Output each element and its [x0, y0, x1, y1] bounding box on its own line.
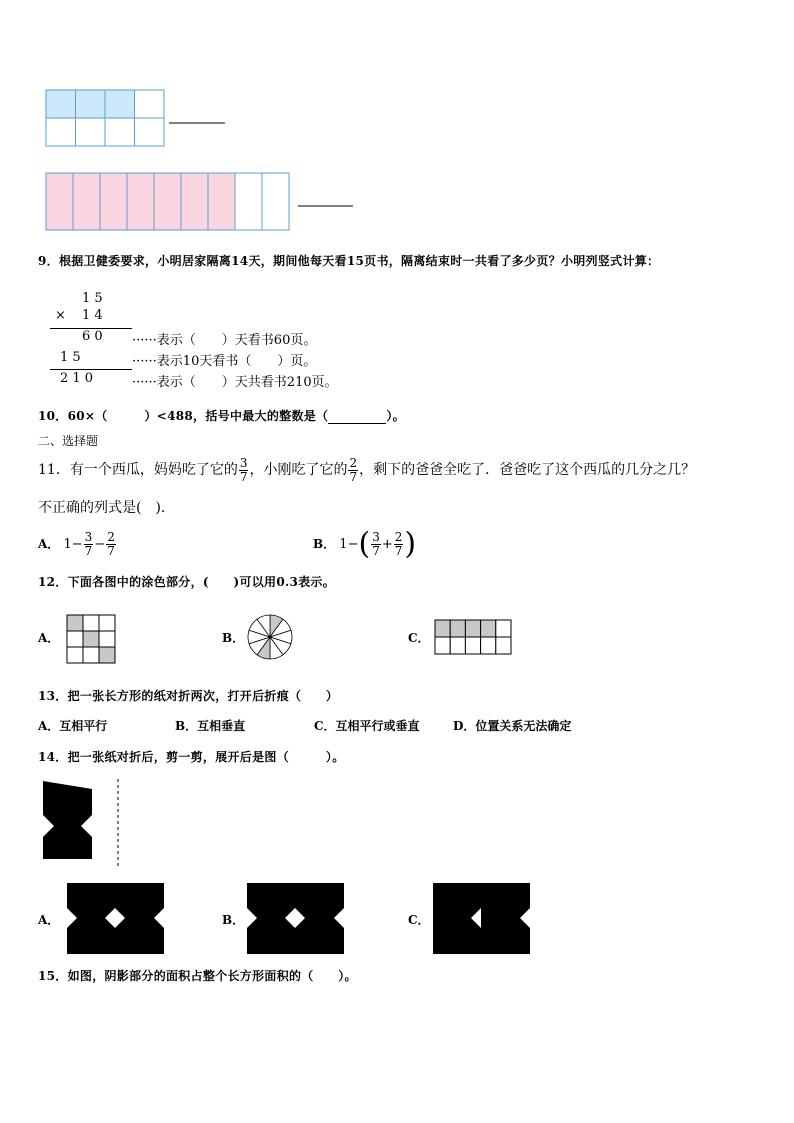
grid-cell [105, 118, 135, 146]
grid-cell [496, 637, 511, 654]
question-11: 11．有一个西瓜，妈妈吃了它的 $\frac{3}{7}$ ，小刚吃了它的 $\frac{2}{7}$ ，剩下的爸爸全吃了．爸爸吃了这个西瓜的几分之几？ [38, 455, 696, 484]
calc-row-4: 1 5 [60, 350, 81, 365]
grid-cell [181, 173, 208, 230]
question-10: 10．60×（ ）<488，括号中最大的整数是（ ）。 [38, 409, 405, 423]
q12-option-a-label[interactable]: A． [38, 631, 60, 645]
grid-cell [450, 620, 465, 637]
q12-option-a-grid[interactable] [66, 614, 118, 666]
q11-option-b[interactable]: B． 1−( $\frac{3}{7}$ + $\frac{2}{7}$ ) [313, 526, 417, 562]
q12-option-c-grid[interactable] [434, 619, 514, 659]
grid-cell [481, 620, 496, 637]
q12-option-c-label[interactable]: C． [408, 631, 430, 645]
calc-note-1: ······表示（ ）天看书60页。 [132, 333, 317, 348]
vertical-calculation [40, 288, 380, 388]
question-9: 9．根据卫健委要求，小明居家隔离14天，期间他每天看15页书，隔离结束时一共看了多少页？小明列竖式计算： [38, 254, 660, 268]
grid-cell [100, 173, 127, 230]
grid-cell [83, 615, 99, 631]
grid-cell [135, 118, 165, 146]
calc-row-2: 1 4 [82, 308, 103, 323]
grid-cell [105, 90, 135, 118]
grid-cell [435, 637, 450, 654]
grid-cell [481, 637, 496, 654]
grid-cell [83, 631, 99, 647]
answer-blank-q10 [328, 409, 386, 424]
section-heading: 二、选择题 [38, 434, 99, 448]
calc-row-1: 1 5 [82, 291, 103, 306]
grid-cell [46, 173, 73, 230]
question-13: 13．把一张长方形的纸对折两次，打开后折痕（ ） [38, 689, 339, 703]
grid-cell [99, 631, 115, 647]
grid-cell [262, 173, 289, 230]
q14-option-c-label[interactable]: C． [408, 913, 430, 927]
calc-note-2: ······表示10天看书（ ）页。 [132, 354, 317, 369]
grid-cell [127, 173, 154, 230]
fraction-grid-blue [45, 89, 230, 149]
grid-cell [46, 90, 76, 118]
grid-cell [235, 173, 262, 230]
q14-option-a-label[interactable]: A． [38, 913, 60, 927]
q14-option-b-label[interactable]: B． [222, 913, 245, 927]
grid-cell [465, 637, 480, 654]
grid-cell [465, 620, 480, 637]
grid-cell [154, 173, 181, 230]
question-15: 15．如图，阴影部分的面积占整个长方形面积的（ ）。 [38, 969, 357, 983]
q14-option-b-figure[interactable] [246, 882, 346, 956]
grid-cell [496, 620, 511, 637]
grid-cell [450, 637, 465, 654]
calc-row-5: 2 1 0 [60, 371, 94, 386]
q13-option-c[interactable]: C．互相平行或垂直 [314, 719, 420, 733]
q12-option-b-label[interactable]: B． [222, 631, 245, 645]
grid-cell [76, 90, 106, 118]
grid-cell [76, 118, 106, 146]
q14-option-a-figure[interactable] [66, 882, 166, 956]
grid-cell [99, 615, 115, 631]
grid-cell [83, 647, 99, 663]
q13-option-b[interactable]: B．互相垂直 [175, 719, 246, 733]
grid-cell [46, 118, 76, 146]
grid-cell [99, 647, 115, 663]
q12-option-b-circle[interactable] [246, 613, 294, 661]
calc-note-3: ······表示（ ）天共看书210页。 [132, 375, 338, 390]
calc-row-3: 6 0 [82, 329, 103, 344]
grid-cell [67, 631, 83, 647]
question-11-line2: 不正确的列式是( )． [38, 500, 175, 516]
grid-cell [435, 620, 450, 637]
calc-line-2 [50, 369, 132, 370]
grid-cell [67, 647, 83, 663]
grid-cell [135, 90, 165, 118]
folded-paper-figure [40, 777, 130, 872]
q13-option-a[interactable]: A．互相平行 [38, 719, 108, 733]
q13-option-d[interactable]: D．位置关系无法确定 [453, 719, 572, 733]
q14-option-c-figure[interactable] [432, 882, 532, 956]
times-sign: × [55, 308, 66, 323]
q11-option-a[interactable]: A． 1− $\frac{3}{7}$ − $\frac{2}{7}$ [38, 530, 115, 558]
fraction-grid-pink [45, 172, 360, 234]
grid-cell [73, 173, 100, 230]
question-14: 14．把一张纸对折后，剪一剪，展开后是图（ ）。 [38, 750, 345, 764]
grid-cell [208, 173, 235, 230]
question-12: 12．下面各图中的涂色部分，( )可以用0.3表示。 [38, 575, 336, 589]
grid-cell [67, 615, 83, 631]
